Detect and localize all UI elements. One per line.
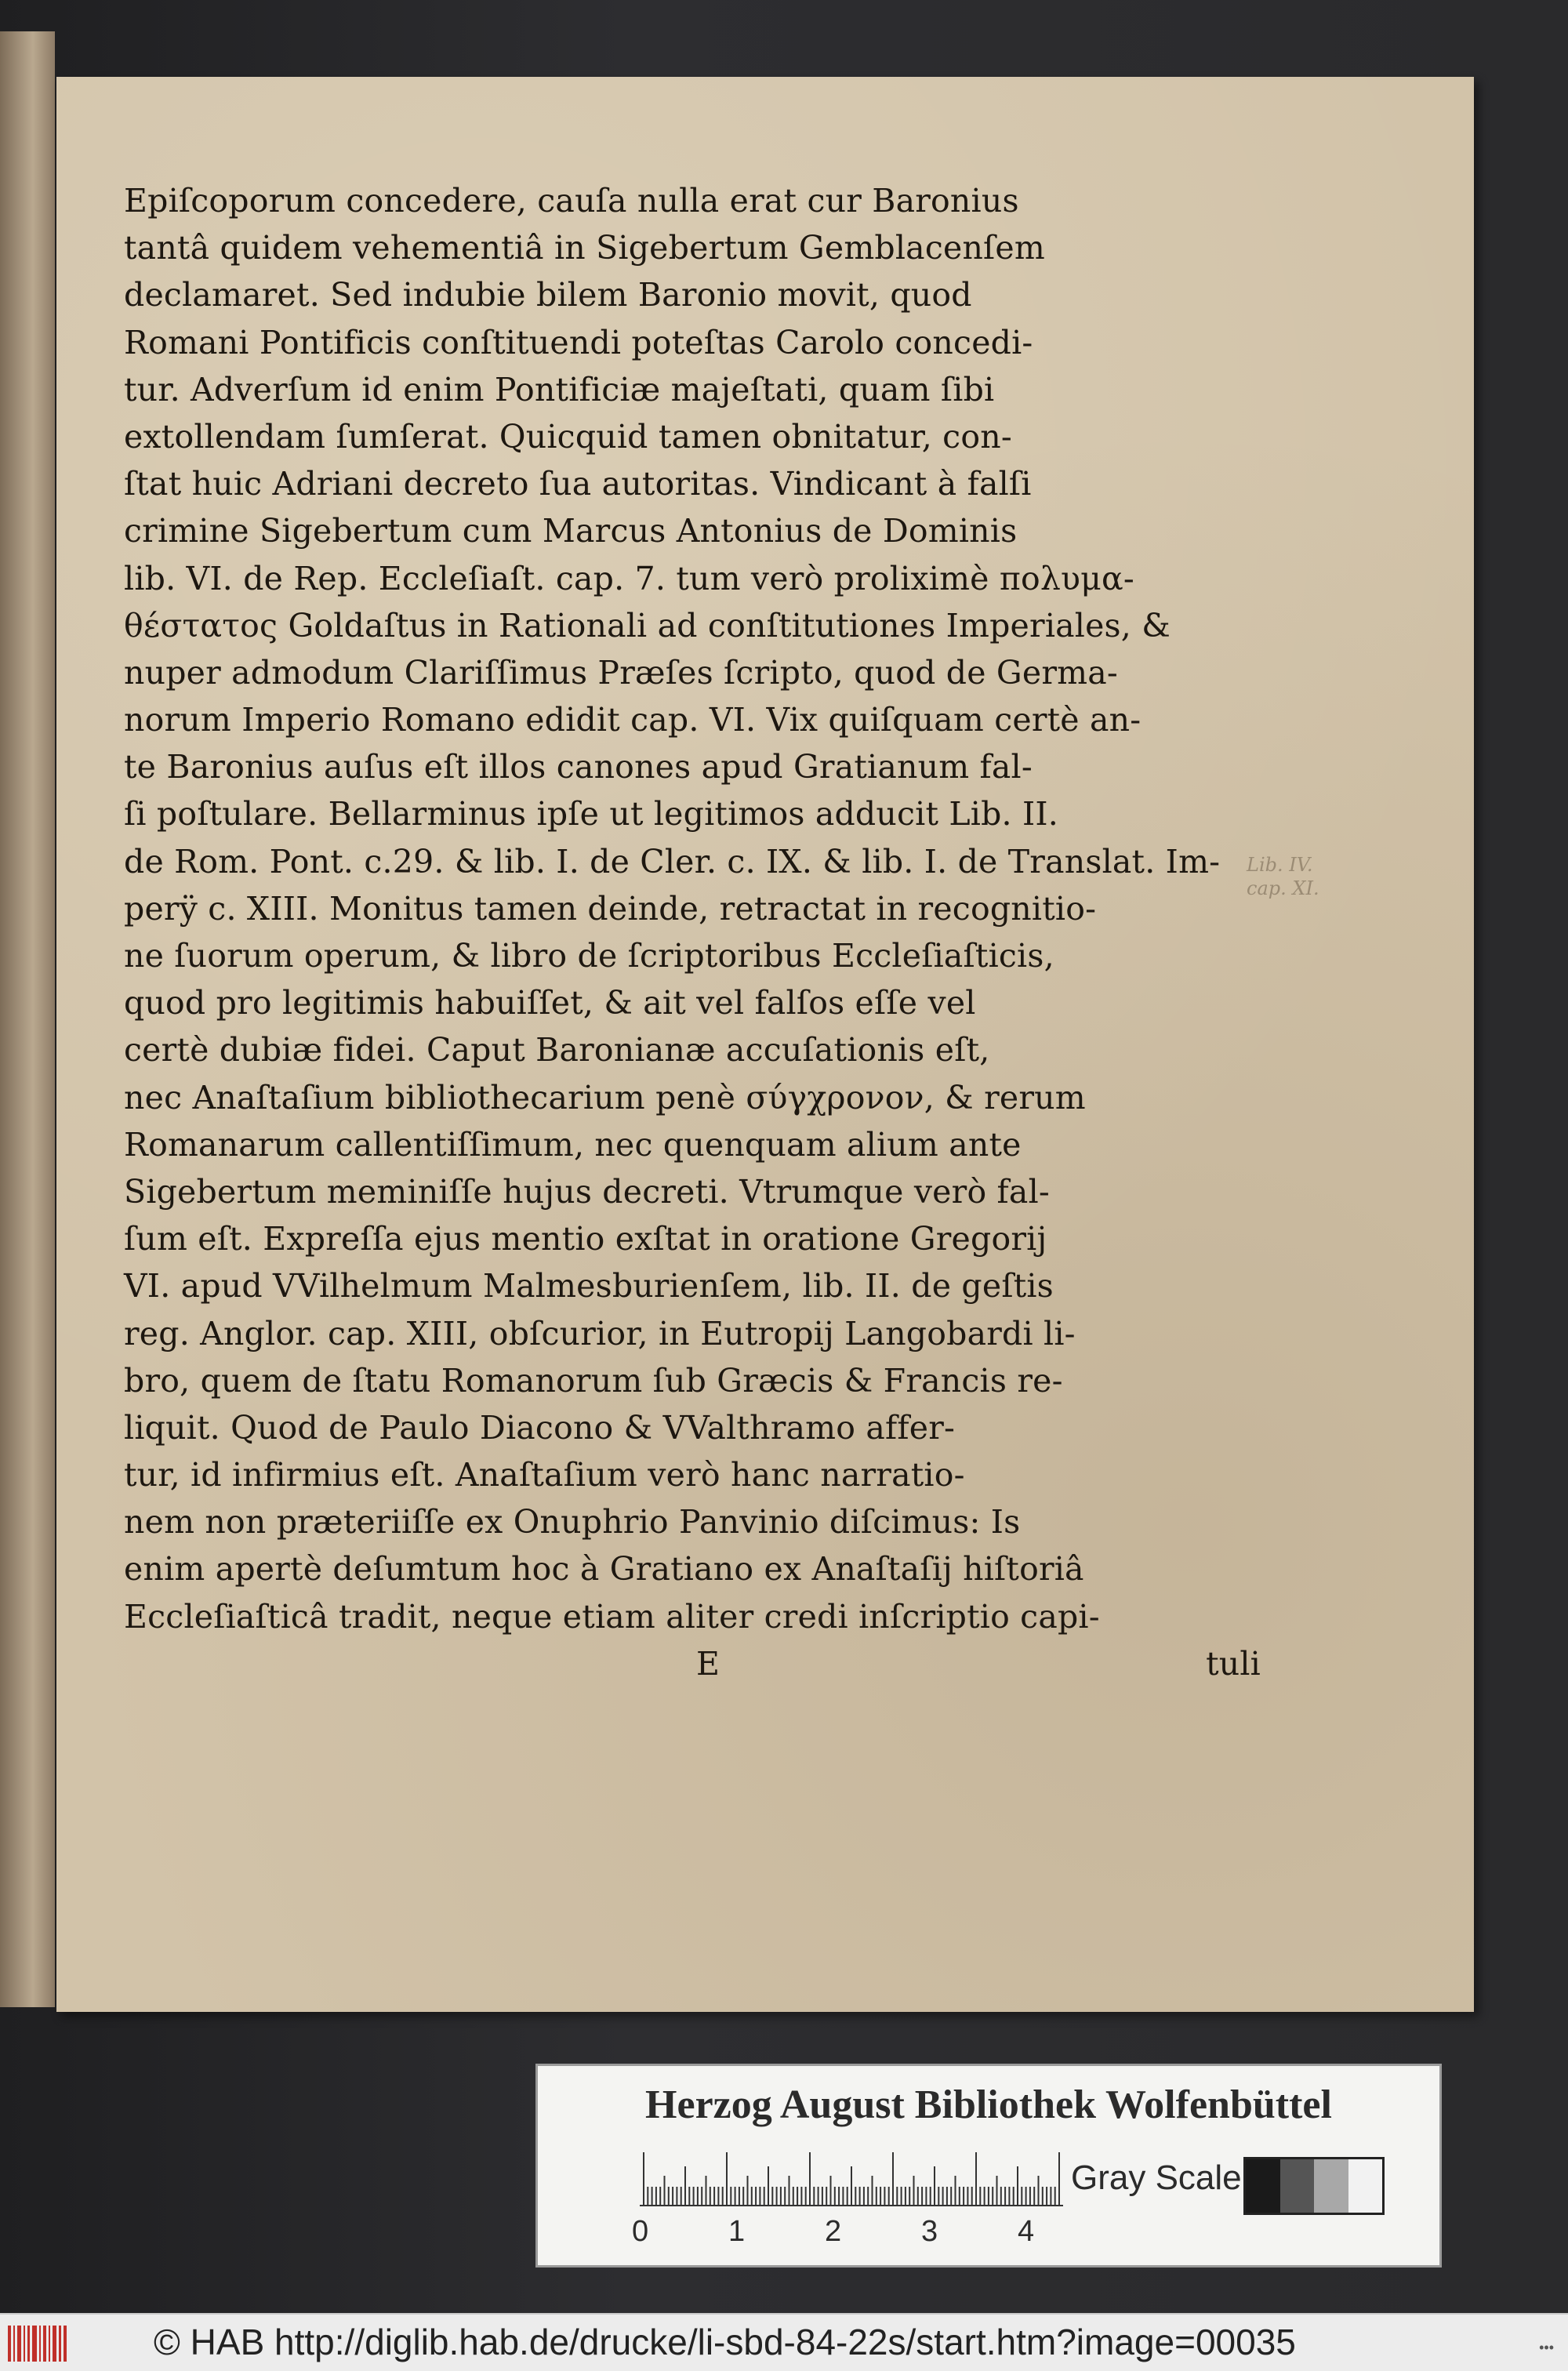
book-page <box>56 77 1474 2012</box>
margin-note-line: cap. XI. <box>1247 877 1319 899</box>
ruler-number: 3 <box>921 2215 938 2248</box>
text-line: tur. Adverſum id enim Pontificiæ majeſtati, quam ſibi <box>124 370 995 408</box>
text-line: tur, id infirmius eſt. Anaſtaſium verò hanc narratio- <box>124 1456 965 1494</box>
gray-swatch <box>1348 2159 1383 2213</box>
text-line: Sigebertum meminiſſe hujus decreti. Vtrumque verò fal- <box>124 1172 1050 1211</box>
text-line: VI. apud VVilhelmum Malmesburienſem, lib. II. de geſtis <box>124 1267 1054 1305</box>
ruler-number: 0 <box>632 2215 649 2248</box>
text-line: tantâ quidem vehementiâ in Sigebertum Gemblacenſem <box>124 229 1045 267</box>
text-line: lib. VI. de Rep. Eccleſiaſt. cap. 7. tum verò proliximè πολυμα- <box>124 559 1134 597</box>
copyright-url[interactable]: © HAB http://diglib.hab.de/drucke/li-sbd-84-22s/start.htm?image=00035 <box>154 2322 1296 2362</box>
status-bar <box>0 2313 1568 2371</box>
text-line: liquit. Quod de Paulo Diacono & VValthramo affer- <box>124 1408 956 1447</box>
gray-swatch <box>1246 2159 1280 2213</box>
text-line: te Baronius auſus eſt illos canones apud Gratianum fal- <box>124 748 1033 786</box>
text-line: norum Imperio Romano edidit cap. VI. Vix quiſquam certè an- <box>124 701 1142 739</box>
page-text-block <box>124 177 1261 1687</box>
text-line: quod pro legitimis habuiſſet, & ait vel falſos eſſe vel <box>124 984 976 1022</box>
library-name: Herzog August Bibliothek Wolfenbüttel <box>645 2082 1332 2127</box>
color-calibration-card <box>535 2064 1442 2268</box>
text-line: declamaret. Sed indubie bilem Baronio movit, quod <box>124 276 972 314</box>
text-line: ſum eſt. Expreſſa ejus mentio exſtat in oratione Gregorij <box>124 1220 1047 1258</box>
signature-mark: E <box>696 1644 720 1683</box>
text-line: reg. Anglor. cap. XIII, obſcurior, in Eutropij Langobardi li- <box>124 1314 1076 1353</box>
gray-swatch <box>1314 2159 1348 2213</box>
text-line: bro, quem de ſtatu Romanorum ſub Græcis & Francis re- <box>124 1361 1063 1400</box>
text-line: certè dubiæ fidei. Caput Baronianæ accuſationis eſt, <box>124 1031 990 1069</box>
gray-swatch <box>1280 2159 1315 2213</box>
catchword: tuli <box>1206 1644 1261 1683</box>
left-page-edge <box>0 31 55 2007</box>
text-line: nec Anaſtaſium bibliothecarium penè σύγχρονον, & rerum <box>124 1078 1086 1117</box>
text-line: Romani Pontificis conſtituendi poteſtas Carolo concedi- <box>124 323 1033 361</box>
page-footer <box>124 1640 1261 1687</box>
gray-scale-label: Gray Scale <box>1071 2159 1242 2197</box>
ruler-number: 1 <box>728 2215 746 2248</box>
text-line: Romanarum callentiſſimum, nec quenquam alium ante <box>124 1125 1022 1164</box>
text-line: perÿ c. XIII. Monitus tamen deinde, retractat in recognitio- <box>124 889 1097 928</box>
text-line: enim apertè deſumtum hoc à Gratiano ex Anaſtaſij hiſtoriâ <box>124 1550 1084 1589</box>
ruler-number: 4 <box>1018 2215 1035 2248</box>
gray-scale-swatches <box>1243 2157 1385 2215</box>
text-line: ſtat huic Adriani decreto ſua autoritas. Vindicant à falſi <box>124 465 1032 503</box>
text-line: θέστατος Goldaſtus in Rationali ad conſtitutiones Imperiales, & <box>124 606 1171 644</box>
text-line: crimine Sigebertum cum Marcus Antonius de Dominis <box>124 512 1018 550</box>
text-line: nem non præteriiſſe ex Onuphrio Panvinio diſcimus: Is <box>124 1503 1021 1541</box>
text-line: Eccleſiaſticâ tradit, neque etiam aliter credi inſcriptio capi- <box>124 1597 1100 1636</box>
text-line: ne ſuorum operum, & libro de ſcriptoribus Eccleſiaſticis, <box>124 937 1054 975</box>
text-line: de Rom. Pont. c.29. & lib. I. de Cler. c. IX. & lib. I. de Translat. Im- <box>124 842 1221 881</box>
text-line: extollendam ſumſerat. Quicquid tamen obnitatur, con- <box>124 417 1012 456</box>
ruler-scale <box>640 2152 1063 2207</box>
text-line: ſi poſtulare. Bellarminus ipſe ut legitimos adducit Lib. II. <box>124 795 1059 833</box>
ellipsis-icon[interactable]: ••• <box>1539 2340 1554 2355</box>
text-line: Epiſcoporum concedere, cauſa nulla erat cur Baronius <box>124 182 1019 220</box>
text-line: nuper admodum Clariſſimus Præſes ſcripto, quod de Germa- <box>124 653 1118 692</box>
margin-note-line: Lib. IV. <box>1247 854 1313 876</box>
barcode-icon <box>6 2322 69 2365</box>
ruler-number: 2 <box>825 2215 842 2248</box>
margin-bleedthrough-note <box>1247 853 1364 900</box>
